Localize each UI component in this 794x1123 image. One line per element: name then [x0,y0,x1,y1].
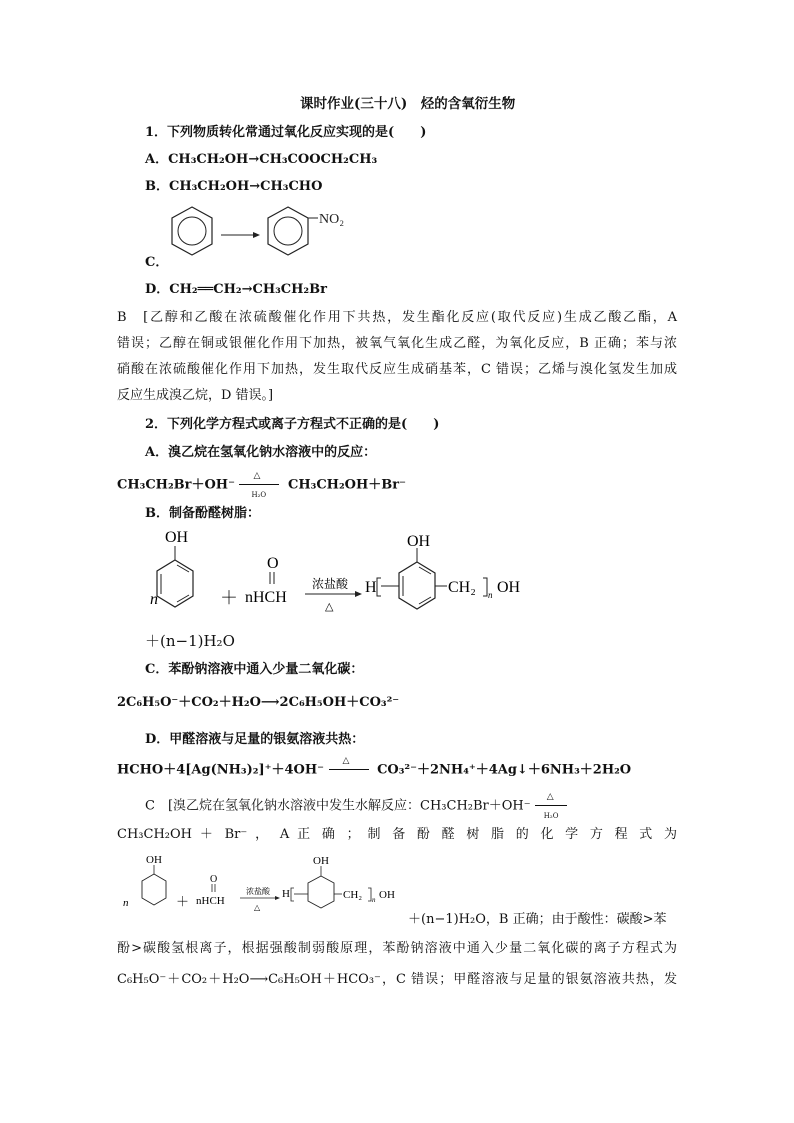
question-1-option-b: B．CH₃CH₂OH→CH₃CHO [145,179,323,194]
heat-label: △ [342,756,350,766]
svg-text:O: O [267,555,279,572]
svg-text:CH₂: CH₂ [343,889,363,901]
svg-text:H: H [282,888,290,900]
svg-text:nHCH: nHCH [196,895,225,907]
reaction-arrow [329,756,373,779]
water-label: H₂O [543,812,559,820]
question-2-option-c-equation: 2C₆H₅O⁻＋CO₂＋H₂O⟶2C₆H₅OH＋CO₃²⁻ [117,695,400,710]
question-1-answer-line-4: 反应生成溴乙烷，D 错误。] [117,388,274,403]
question-2-option-c: C．苯酚钠溶液中通入少量二氧化碳： [145,662,364,677]
question-2-option-d: D．甲醛溶液与足量的银氨溶液共热： [145,732,365,747]
svg-text:H: H [365,579,377,596]
benzene-to-nitrobenzene-structure [165,204,365,274]
question-2-option-b-water: ＋(n−1)H₂O [145,632,235,650]
reaction-arrow [239,471,283,499]
heat-label: △ [546,792,554,802]
svg-text:浓盐酸: 浓盐酸 [246,887,270,896]
svg-text:OH: OH [313,855,329,867]
equation-right: CH₃CH₂OH＋Br⁻ [288,477,406,493]
question-2-option-d-equation [117,756,632,780]
svg-text:nHCH: nHCH [245,589,287,606]
svg-text:△: △ [254,903,261,912]
page-title: 课时作业(三十八) 烃的含氧衍生物 [300,96,516,112]
svg-text:OH: OH [379,889,395,901]
question-2-option-a-equation [117,471,406,499]
svg-text:OH: OH [165,529,189,546]
svg-text:CH₂: CH₂ [448,579,476,596]
svg-text:OH: OH [407,533,431,550]
question-2-answer-line-4: 酚>碳酸氢根离子，根据强酸制弱酸原理，苯酚钠溶液中通入少量二氧化碳的离子方程式为 [117,941,677,956]
svg-text:OH: OH [497,579,521,596]
phenol-formaldehyde-equation [145,528,565,628]
question-2-option-b: B．制备酚醛树脂： [145,506,260,521]
heat-label: △ [253,471,261,481]
equation-left: CH₃CH₂Br＋OH⁻ [117,477,235,493]
svg-text:n: n [123,897,129,909]
question-1-answer-line-2: 错误；乙醇在铜或银催化作用下加热，被氧气氧化生成乙醛，为氧化反应，B 正确；苯与浓 [117,336,677,351]
question-2-answer-line-1 [145,792,571,820]
question-2-answer-line-2: CH₃CH₂OH ＋ Br⁻ ， A 正 确 ； 制 备 酚 醛 树 脂 的 化 学 方 程 式 为 [117,827,677,842]
svg-text:n: n [488,590,493,600]
svg-text:n: n [372,896,376,904]
svg-text:O: O [210,874,218,885]
question-2-answer-line-5: C₆H₅O⁻＋CO₂＋H₂O⟶C₆H₅OH＋HCO₃⁻，C 错误；甲醛溶液与足量的银氨溶液共热，发 [117,972,677,987]
svg-text:△: △ [325,601,334,613]
question-2-answer-line-3: ＋(n−1)H₂O，B 正确；由于酸性：碳酸>苯 [408,912,667,927]
question-1-option-a: A．CH₃CH₂OH→CH₃COOCH₂CH₃ [145,152,378,167]
question-1-option-c: C． [145,255,169,270]
reaction-arrow [535,792,571,820]
question-1-option-d: D．CH₂══CH₂→CH₃CH₂Br [145,282,327,297]
water-label: H₂O [251,491,267,499]
question-1-answer-line-3: 硝酸在浓硫酸催化作用下加热，发生取代反应生成硝基苯，C 错误；乙烯与溴化氢发生加成 [117,362,677,377]
svg-text:OH: OH [146,854,162,866]
question-1-answer-line-1: B [乙醇和乙酸在浓硫酸催化作用下共热，发生酯化反应(取代反应)生成乙酸乙酯，A [117,310,677,325]
equation-right: CO₃²⁻＋2NH₄⁺＋4Ag↓＋6NH₃＋2H₂O [377,762,632,778]
equation-left: HCHO＋4[Ag(NH₃)₂]⁺＋4OH⁻ [117,762,324,778]
question-2-stem: 2．下列化学方程式或离子方程式不正确的是( ) [145,417,440,432]
svg-text:n: n [150,591,158,608]
answer-text: C [溴乙烷在氢氧化钠水溶液中发生水解反应：CH₃CH₂Br＋OH⁻ [145,798,531,814]
svg-text:浓盐酸: 浓盐酸 [312,577,349,591]
svg-text:＋: ＋ [220,588,238,608]
svg-text:＋: ＋ [176,894,190,909]
question-1-stem: 1．下列物质转化常通过氧化反应实现的是( ) [145,125,427,140]
phenol-formaldehyde-equation-small [118,852,418,926]
nitro-group-label: NO₂ [319,212,345,227]
question-2-option-a: A．溴乙烷在氢氧化钠水溶液中的反应： [145,445,377,460]
